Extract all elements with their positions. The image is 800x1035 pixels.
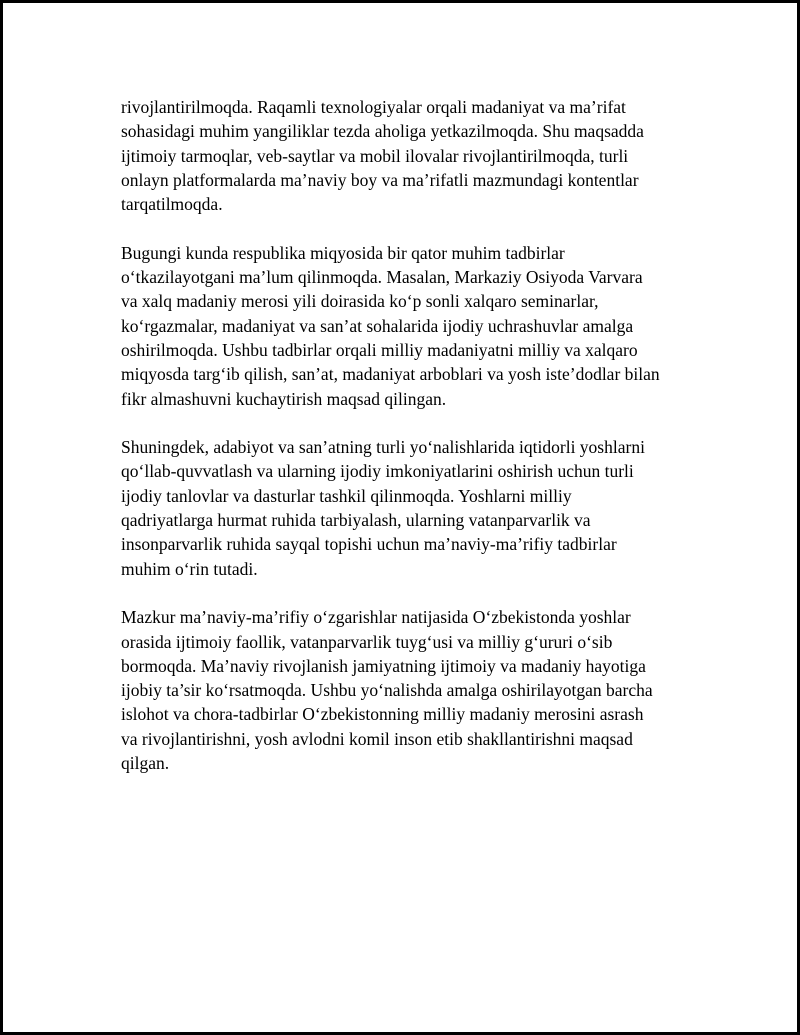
- text-line: tarqatilmoqda.: [121, 194, 223, 215]
- text-line: Shuningdek, adabiyot va san’atning turli yo‘nalishlarida iqtidorli yoshlarni: [121, 437, 645, 458]
- text-line: va xalq madaniy merosi yili doirasida ko‘p sonli xalqaro seminarlar,: [121, 291, 599, 312]
- paragraph-2: [121, 241, 693, 411]
- document-body: [121, 95, 693, 800]
- text-line: bormoqda. Ma’naviy rivojlanish jamiyatning ijtimoiy va madaniy hayotiga: [121, 655, 646, 676]
- text-line: Mazkur ma’naviy-ma’rifiy o‘zgarishlar natijasida O‘zbekistonda yoshlar: [121, 607, 631, 628]
- text-line: ijtimoiy tarmoqlar, veb-saytlar va mobil ilovalar rivojlantirilmoqda, turli: [121, 145, 629, 166]
- text-line: ko‘rgazmalar, madaniyat va san’at sohalarida ijodiy uchrashuvlar amalga: [121, 315, 634, 336]
- text-line: qilgan.: [121, 753, 170, 774]
- text-line: Bugungi kunda respublika miqyosida bir qator muhim tadbirlar: [121, 242, 565, 263]
- text-line: rivojlantirilmoqda. Raqamli texnologiyalar orqali madaniyat va ma’rifat: [121, 97, 626, 117]
- text-line: sohasidagi muhim yangiliklar tezda aholiga yetkazilmoqda. Shu maqsadda: [121, 121, 644, 142]
- text-line: muhim o‘rin tutadi.: [121, 558, 258, 579]
- text-line: o‘tkazilayotgani ma’lum qilinmoqda. Masalan, Markaziy Osiyoda Varvara: [121, 267, 643, 288]
- text-line: oshirilmoqda. Ushbu tadbirlar orqali milliy madaniyatni milliy va xalqaro: [121, 339, 638, 360]
- text-line: miqyosda targ‘ib qilish, san’at, madaniyat arboblari va yosh iste’dodlar bilan: [121, 364, 660, 385]
- paragraph-1: [121, 95, 693, 216]
- text-line: ijodiy tanlovlar va dasturlar tashkil qilinmoqda. Yoshlarni milliy: [121, 485, 572, 506]
- text-line: onlayn platformalarda ma’naviy boy va ma’rifatli mazmundagi kontentlar: [121, 169, 639, 190]
- text-line: islohot va chora-tadbirlar O‘zbekistonning milliy madaniy merosini asrash: [121, 704, 644, 725]
- text-line: va rivojlantirishni, yosh avlodni komil inson etib shakllantirishni maqsad: [121, 728, 633, 749]
- text-line: fikr almashuvni kuchaytirish maqsad qilingan.: [121, 388, 447, 409]
- paragraph-4: [121, 605, 693, 775]
- text-line: insonparvarlik ruhida sayqal topishi uchun ma’naviy-ma’rifiy tadbirlar: [121, 534, 617, 555]
- paragraph-3: [121, 435, 693, 581]
- text-line: qo‘llab-quvvatlash va ularning ijodiy imkoniyatlarini oshirish uchun turli: [121, 461, 634, 482]
- text-line: qadriyatlarga hurmat ruhida tarbiyalash, ularning vatanparvarlik va: [121, 510, 591, 531]
- text-line: orasida ijtimoiy faollik, vatanparvarlik tuyg‘usi va milliy g‘ururi o‘sib: [121, 631, 613, 652]
- text-line: ijobiy ta’sir ko‘rsatmoqda. Ushbu yo‘nalishda amalga oshirilayotgan barcha: [121, 680, 653, 701]
